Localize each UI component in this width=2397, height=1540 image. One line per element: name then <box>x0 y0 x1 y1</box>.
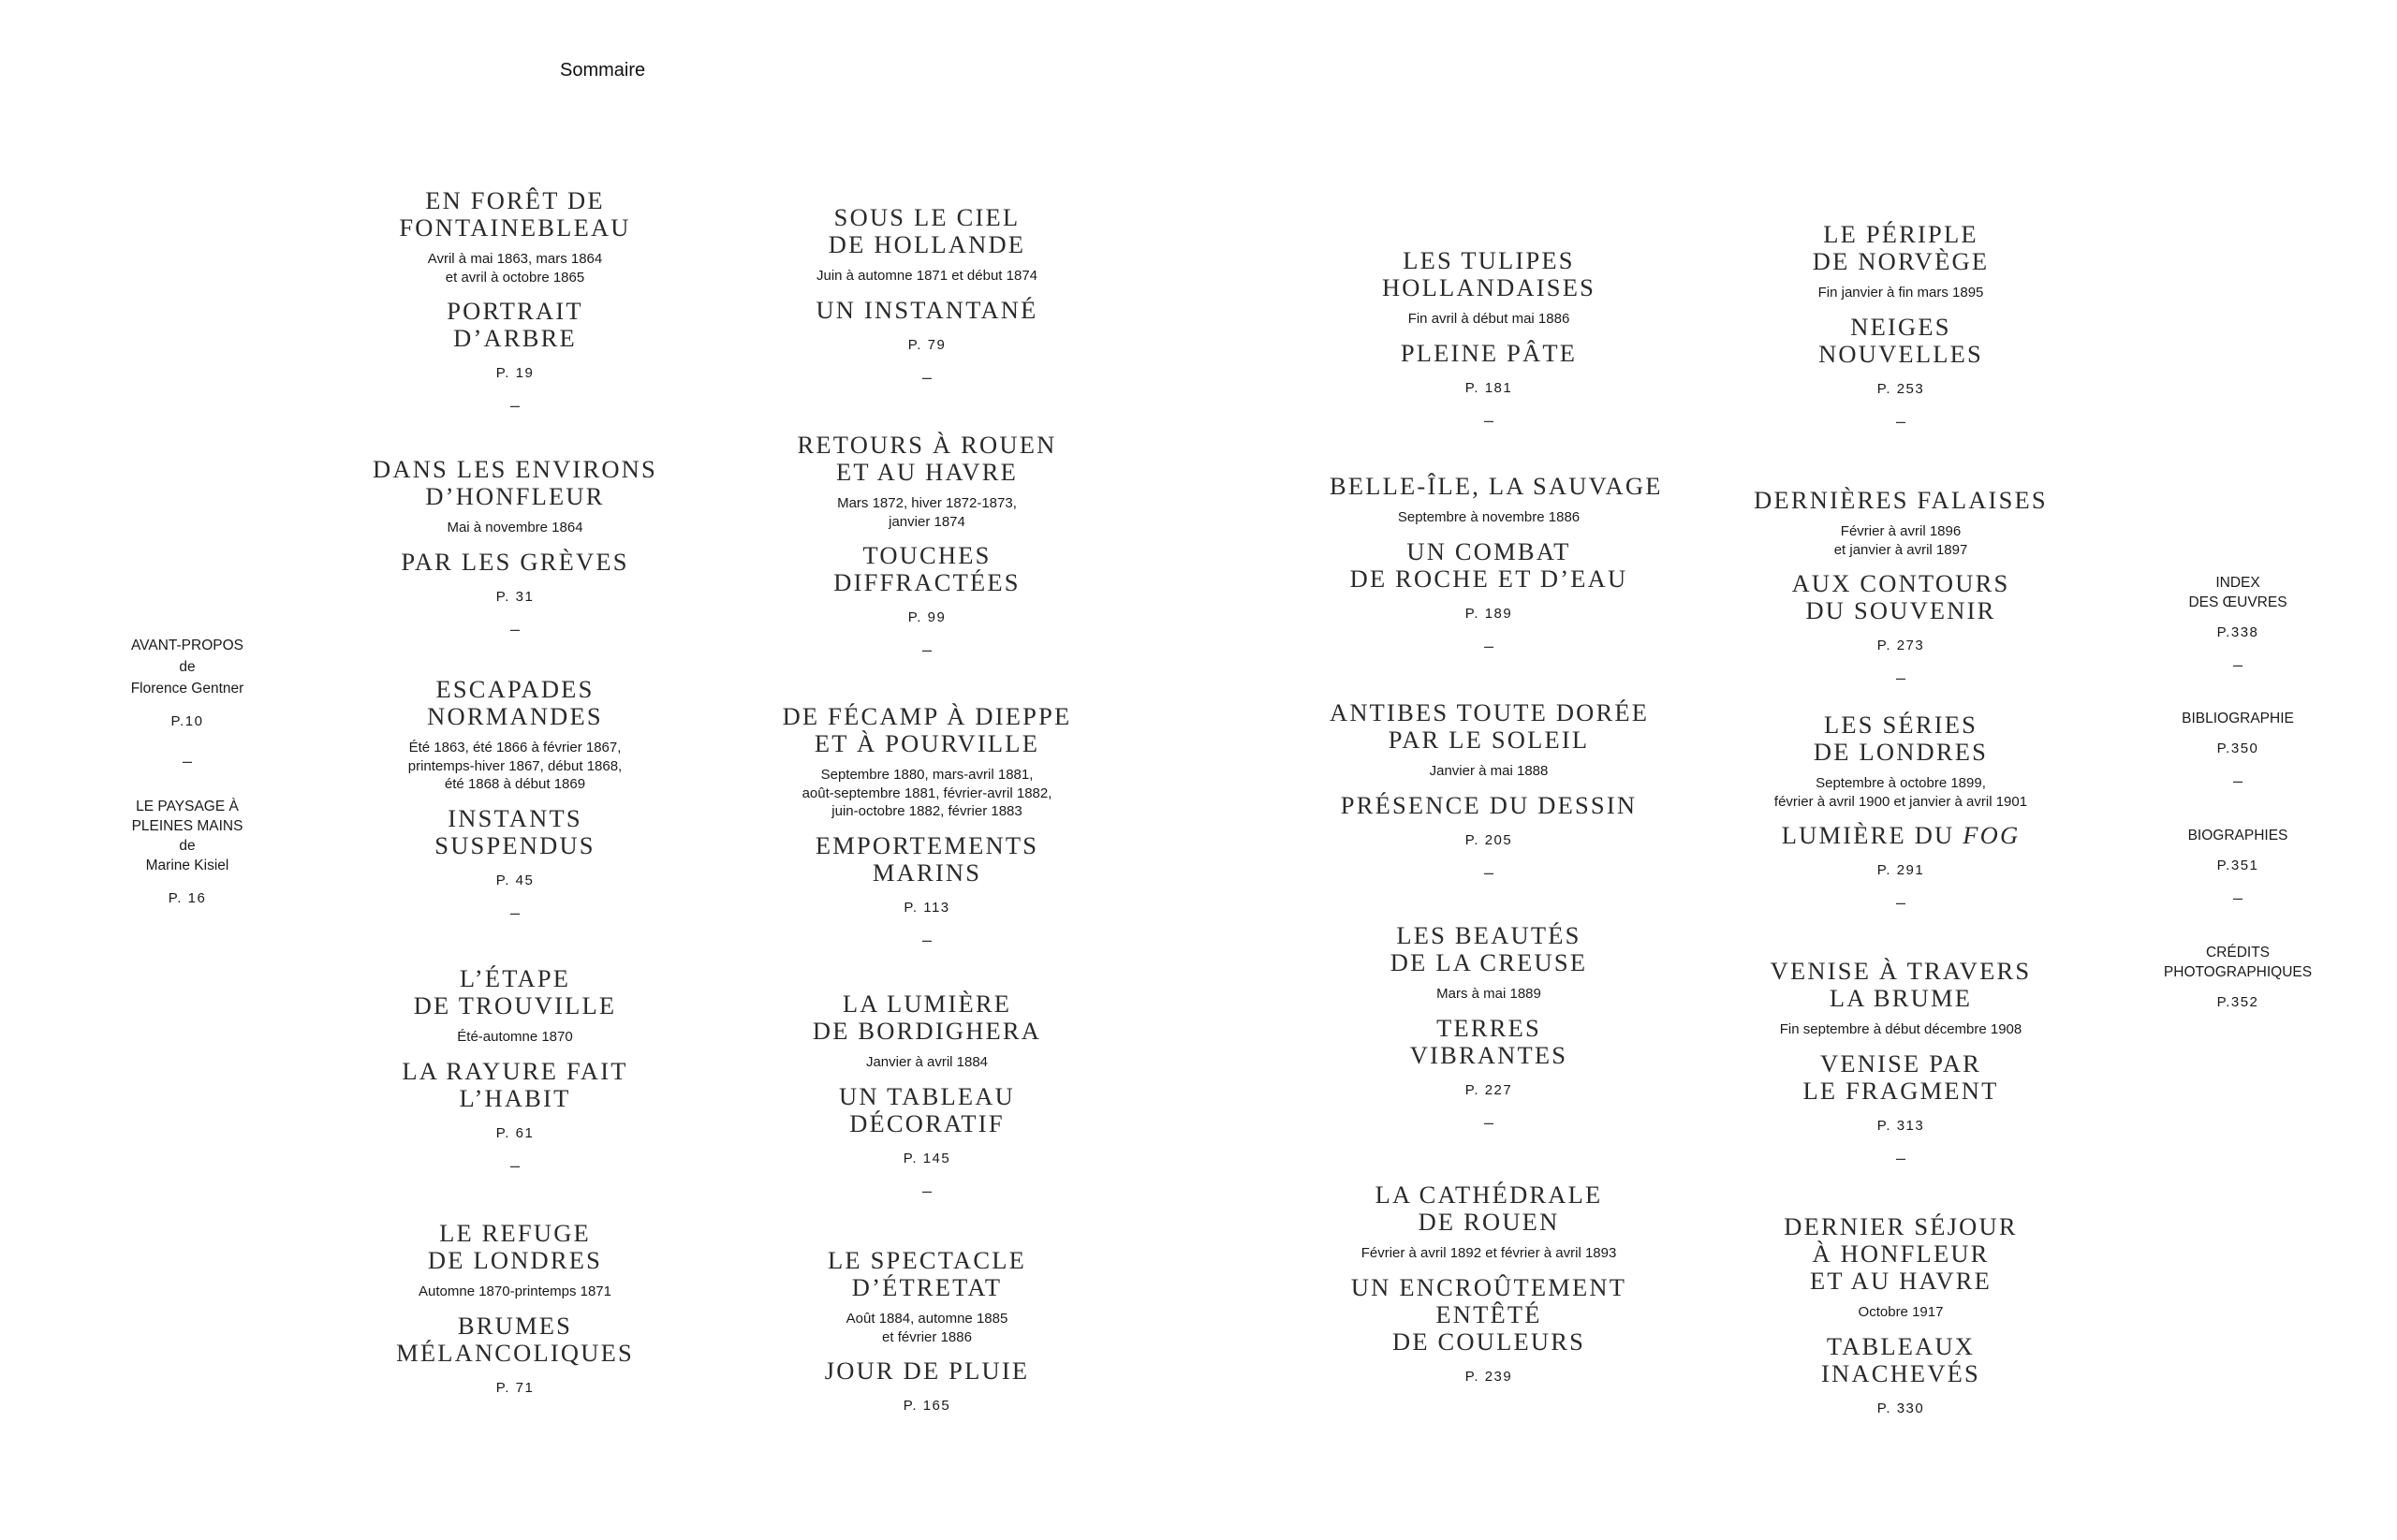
divider: – <box>1895 893 1905 912</box>
chapter-dates-line: Automne 1870-printemps 1871 <box>419 1283 611 1299</box>
chapter-dates <box>356 1283 674 1301</box>
chapter-title <box>777 204 1077 258</box>
chapter-dates <box>777 494 1077 531</box>
chapter-title-line: FONTAINEBLEAU <box>399 213 631 242</box>
chapter-page-number: P. 239 <box>1464 1368 1513 1385</box>
avant-propos-page: P.10 <box>170 713 204 729</box>
chapter-title-line: LES BEAUTÉS <box>1396 921 1581 949</box>
chapter-dates-line: Mai à novembre 1864 <box>447 520 583 535</box>
chapter-dates <box>356 519 674 537</box>
chapter-dates-line: Janvier à mai 1888 <box>1429 763 1549 779</box>
chapter-section-line: DE COULEURS <box>1391 1327 1586 1356</box>
chapter-dates-line: Février à avril 1892 et février à avril 1893 <box>1360 1245 1617 1261</box>
chapter-dates-line: Septembre à octobre 1899, <box>1816 775 1986 791</box>
chapter-entry[interactable] <box>777 204 1077 388</box>
chapter-section-line: MARINS <box>872 858 982 887</box>
paysage-title-line: LE PAYSAGE À <box>136 799 239 814</box>
chapter-title-line: D’HONFLEUR <box>425 482 605 510</box>
chapter-dates-line: Mars à mai 1889 <box>1436 986 1541 1002</box>
chapter-title <box>1742 1213 2060 1295</box>
chapter-page-number: P. 19 <box>495 365 535 381</box>
chapter-dates <box>356 1028 674 1047</box>
chapter-title <box>356 1220 674 1274</box>
chapter-entry[interactable] <box>777 1247 1077 1414</box>
chapter-dates <box>777 766 1077 821</box>
chapter-title-line: DE LONDRES <box>427 1246 603 1274</box>
chapter-dates-line: août-septembre 1881, février-avril 1882, <box>801 785 1052 801</box>
chapter-title-line: LE PÉRIPLE <box>1823 220 1978 248</box>
chapter-title <box>356 676 674 730</box>
chapter-dates-line: Juin à automne 1871 et début 1874 <box>816 268 1038 284</box>
chapter-title-line: ESCAPADES <box>435 675 595 703</box>
chapter-section-line: VIBRANTES <box>1409 1040 1568 1069</box>
divider: – <box>2232 771 2243 790</box>
divider: – <box>921 1181 932 1200</box>
chapter-section <box>1742 570 2060 624</box>
chapter-title-line: DE ROUEN <box>1418 1208 1560 1236</box>
chapter-section <box>356 1313 674 1367</box>
chapter-dates <box>1330 985 1648 1004</box>
chapter-entry[interactable] <box>1742 487 2060 688</box>
chapter-section <box>1330 792 1648 819</box>
chapter-page-number: P. 205 <box>1464 831 1513 848</box>
chapter-title <box>1330 472 1663 500</box>
appendix-label <box>2154 943 2322 982</box>
chapter-dates <box>777 1310 1077 1346</box>
chapter-section-line: PAR LES GRÈVES <box>401 547 629 576</box>
chapter-title-line: DE LONDRES <box>1813 738 1989 766</box>
appendix-label-line: DES ŒUVRES <box>2188 594 2287 610</box>
paysage-de: de <box>179 838 196 854</box>
chapter-dates-line: Septembre 1880, mars-avril 1881, <box>820 767 1034 783</box>
chapter-dates <box>777 267 1077 286</box>
chapter-title-line: DE HOLLANDE <box>828 230 1026 258</box>
chapter-dates-line: été 1868 à début 1869 <box>444 776 586 792</box>
divider: – <box>182 752 192 770</box>
appendix-entry[interactable] <box>2154 709 2322 791</box>
chapter-dates-line: Été-automne 1870 <box>457 1029 573 1045</box>
chapter-title <box>777 1247 1077 1301</box>
chapter-section-line: UN INSTANTANÉ <box>816 295 1038 324</box>
chapter-entry[interactable] <box>1742 711 2060 913</box>
chapter-section-line: NOUVELLES <box>1818 339 1983 368</box>
appendix-label <box>2154 709 2322 728</box>
chapter-dates <box>1330 310 1648 329</box>
divider: – <box>1483 636 1493 655</box>
chapter-dates-line: juin-octobre 1882, février 1883 <box>831 803 1022 819</box>
chapter-title <box>777 432 1077 486</box>
chapter-title-line: DE NORVÈGE <box>1812 247 1990 275</box>
chapter-section <box>1742 1050 2060 1105</box>
page-title: Sommaire <box>560 60 646 81</box>
chapter-dates-line: Fin janvier à fin mars 1895 <box>1817 285 1984 301</box>
chapter-title-line: NORMANDES <box>427 702 603 730</box>
chapter-title-line: DE BORDIGHERA <box>812 1017 1042 1045</box>
chapter-title <box>777 703 1077 757</box>
chapter-section-line: TOUCHES <box>862 541 992 569</box>
chapter-title <box>777 990 1077 1045</box>
chapter-dates-line: Mars 1872, hiver 1872-1873, <box>837 495 1017 511</box>
chapter-section-line: INACHEVÉS <box>1821 1358 1980 1387</box>
divider: – <box>921 640 932 659</box>
appendix-page-number: P.351 <box>2216 858 2259 873</box>
chapter-section-line: NEIGES <box>1850 312 1951 341</box>
divider: – <box>921 930 932 949</box>
chapter-section-line: L’HABIT <box>459 1083 571 1112</box>
chapter-dates-line: Octobre 1917 <box>1858 1304 1944 1320</box>
chapter-title <box>356 187 674 242</box>
chapter-section-line: UN COMBAT <box>1406 536 1571 565</box>
chapter-dates-line: février à avril 1900 et janvier à avril 1901 <box>1773 793 2028 810</box>
chapter-dates-line: Août 1884, automne 1885 <box>846 1311 1008 1327</box>
chapter-entry[interactable] <box>777 990 1077 1201</box>
chapter-section <box>1330 1015 1648 1069</box>
chapter-page-number: P. 273 <box>1876 638 1925 653</box>
chapter-dates-line: Février à avril 1896 <box>1840 523 1962 539</box>
chapter-dates-line: Janvier à avril 1884 <box>865 1054 989 1070</box>
chapter-title-line: D’ÉTRETAT <box>851 1273 1003 1301</box>
appendix-entry[interactable] <box>2154 943 2322 1010</box>
chapter-title-line: BELLE-ÎLE, LA SAUVAGE <box>1330 472 1663 500</box>
chapter-dates <box>777 1053 1077 1072</box>
chapter-dates-line: Septembre à novembre 1886 <box>1397 509 1581 525</box>
chapter-title-line: L’ÉTAPE <box>459 964 571 992</box>
chapter-entry[interactable] <box>1330 922 1648 1133</box>
chapter-section <box>356 1058 674 1112</box>
chapter-dates <box>1742 284 2060 302</box>
paysage-title-line: PLEINES MAINS <box>131 818 243 834</box>
chapter-page-number: P. 165 <box>903 1398 951 1414</box>
chapter-section-line: EMPORTEMENTS <box>815 830 1039 859</box>
chapter-section <box>777 1083 1077 1137</box>
chapter-title <box>1742 711 2060 766</box>
chapter-section <box>1742 822 2060 849</box>
chapter-title-line: DE FÉCAMP À DIEPPE <box>782 702 1072 730</box>
chapter-title-line: DANS LES ENVIRONS <box>373 455 657 483</box>
chapter-title-line: ET AU HAVRE <box>835 458 1019 486</box>
chapter-section-line: ENTÊTÉ <box>1435 1299 1542 1328</box>
chapter-page-number: P. 313 <box>1876 1117 1925 1134</box>
chapter-title-line: ET AU HAVRE <box>1809 1267 1993 1295</box>
chapter-page-number: P. 189 <box>1464 605 1513 622</box>
chapter-dates-line: et janvier à avril 1897 <box>1833 541 1968 558</box>
chapter-page-number: P. 31 <box>495 588 535 605</box>
chapter-page-number: P. 330 <box>1876 1400 1925 1416</box>
chapter-section <box>356 298 674 352</box>
chapter-page-number: P. 61 <box>495 1124 535 1141</box>
chapter-title-line: LES TULIPES <box>1403 246 1575 274</box>
chapter-page-number: P. 145 <box>903 1150 951 1166</box>
divider: – <box>921 367 932 387</box>
chapter-title-line: EN FORÊT DE <box>425 186 605 214</box>
appendix-label-line: BIOGRAPHIES <box>2187 828 2288 843</box>
chapter-section <box>777 542 1077 596</box>
chapter-title <box>356 456 674 510</box>
chapter-title-line: ET À POURVILLE <box>814 729 1040 757</box>
divider: – <box>509 396 520 415</box>
divider: – <box>509 619 520 638</box>
divider: – <box>509 1155 520 1175</box>
chapter-title-line: DERNIÈRES FALAISES <box>1754 486 2048 514</box>
chapter-dates-line: et février 1886 <box>882 1328 972 1345</box>
chapter-section <box>1330 1274 1648 1356</box>
avant-propos-label: AVANT-PROPOS <box>130 638 243 653</box>
chapter-section-line: DE ROCHE ET D’EAU <box>1349 564 1628 593</box>
divider: – <box>2232 888 2243 907</box>
chapter-page-number: P. 71 <box>495 1379 535 1396</box>
chapter-page-number: P. 181 <box>1464 379 1513 396</box>
chapter-section-line: UN TABLEAU <box>839 1081 1015 1110</box>
chapter-title <box>1330 247 1648 301</box>
chapter-title-line: VENISE À TRAVERS <box>1770 957 2032 985</box>
divider: – <box>1483 862 1493 882</box>
chapter-title <box>1742 487 2060 514</box>
chapter-title-line: LA CATHÉDRALE <box>1375 1181 1603 1209</box>
chapter-entry[interactable] <box>356 456 674 639</box>
chapter-section-line: DIFFRACTÉES <box>833 568 1021 596</box>
chapter-title <box>1330 922 1648 976</box>
chapter-title-line: PAR LE SOLEIL <box>1388 726 1590 754</box>
chapter-title <box>1330 1181 1648 1236</box>
avant-propos-author: Florence Gentner <box>130 681 244 697</box>
chapter-title-line: DE TROUVILLE <box>413 991 617 1019</box>
chapter-entry[interactable] <box>1330 247 1648 431</box>
chapter-section-line: D’ARBRE <box>453 324 577 352</box>
chapter-title-line: LE SPECTACLE <box>828 1246 1026 1274</box>
chapter-section-line: SUSPENDUS <box>434 830 596 859</box>
divider: – <box>1483 1112 1493 1132</box>
divider: – <box>509 902 520 922</box>
chapter-title-line: LA BRUME <box>1829 984 1973 1012</box>
chapter-dates-line: Fin septembre à début décembre 1908 <box>1779 1021 2022 1037</box>
chapter-title-line: ANTIBES TOUTE DORÉE <box>1330 698 1650 726</box>
chapter-entry[interactable] <box>1330 472 1663 656</box>
chapter-section <box>1330 538 1648 593</box>
chapter-page-number: P. 227 <box>1464 1081 1513 1098</box>
chapter-entry[interactable] <box>777 432 1077 660</box>
chapter-section-line: DÉCORATIF <box>849 1108 1005 1137</box>
chapter-dates <box>1742 522 2060 559</box>
chapter-dates <box>1742 1303 2060 1322</box>
chapter-entry[interactable] <box>1742 1213 2060 1416</box>
chapter-section-line: AUX CONTOURS <box>1791 569 2010 597</box>
chapter-title-line: À HONFLEUR <box>1812 1239 1990 1268</box>
chapter-entry[interactable] <box>356 187 674 416</box>
chapter-page-number: P. 79 <box>907 336 947 353</box>
chapter-section-line: JOUR DE PLUIE <box>824 1357 1030 1385</box>
appendix-label-line: PHOTOGRAPHIQUES <box>2163 964 2313 980</box>
chapter-section-line: LE FRAGMENT <box>1802 1076 1999 1105</box>
chapter-section-line: PRÉSENCE DU DESSIN <box>1340 790 1638 819</box>
chapter-section <box>777 832 1077 887</box>
chapter-dates <box>356 250 674 286</box>
chapter-page-number: P. 113 <box>904 899 950 916</box>
chapter-section-line: TABLEAUX <box>1826 1331 1976 1360</box>
divider: – <box>1895 668 1905 687</box>
chapter-dates-line: Été 1863, été 1866 à février 1867, <box>408 740 622 755</box>
paysage-entry[interactable] <box>112 797 262 875</box>
chapter-entry[interactable] <box>1330 699 1648 883</box>
chapter-page-number: P. 99 <box>907 609 947 625</box>
chapter-dates <box>1742 1020 2060 1039</box>
chapter-entry[interactable] <box>356 1220 674 1396</box>
appendix-page-number: P.338 <box>2216 624 2259 640</box>
chapter-title <box>1742 221 2060 275</box>
chapter-title-line: DERNIER SÉJOUR <box>1784 1212 2018 1240</box>
paysage-author: Marine Kisiel <box>145 858 229 873</box>
appendix-label <box>2154 573 2322 612</box>
chapter-dates-line: Avril à mai 1863, mars 1864 <box>427 251 603 267</box>
chapter-page-number: P. 45 <box>495 872 535 888</box>
chapter-section <box>356 549 674 576</box>
chapter-section <box>356 805 674 859</box>
chapter-title <box>1330 699 1648 754</box>
chapter-title-line: RETOURS À ROUEN <box>797 431 1057 459</box>
avant-propos-de: de <box>179 659 196 675</box>
appendix-label-line: INDEX <box>2215 575 2260 591</box>
appendix-label-line: BIBLIOGRAPHIE <box>2182 711 2294 726</box>
chapter-section-line: PORTRAIT <box>447 297 583 325</box>
chapter-section <box>777 1357 1077 1385</box>
chapter-section-line: VENISE PAR <box>1820 1049 1981 1078</box>
chapter-entry[interactable] <box>356 965 674 1176</box>
chapter-dates <box>356 739 674 794</box>
divider: – <box>1895 411 1905 431</box>
appendix-entry[interactable] <box>2154 573 2322 675</box>
chapter-section <box>777 297 1077 324</box>
chapter-title-line: LE REFUGE <box>439 1219 591 1247</box>
chapter-title <box>1742 958 2060 1012</box>
chapter-title-line: LES SÉRIES <box>1823 711 1978 739</box>
chapter-title-line: HOLLANDAISES <box>1381 273 1596 301</box>
appendix-label-line: CRÉDITS <box>2205 945 2271 961</box>
chapter-dates <box>1330 1244 1648 1263</box>
divider: – <box>1895 1148 1905 1167</box>
chapter-entry[interactable] <box>1330 1181 1648 1385</box>
chapter-title-line: LA LUMIÈRE <box>842 990 1012 1018</box>
chapter-dates-line: Fin avril à début mai 1886 <box>1407 311 1570 327</box>
chapter-section-line: LA RAYURE FAIT <box>402 1056 628 1085</box>
appendix-entry[interactable] <box>2154 826 2322 908</box>
appendix-label <box>2154 826 2322 845</box>
chapter-section <box>1742 314 2060 368</box>
chapter-title-line: DE LA CREUSE <box>1390 948 1588 976</box>
avant-propos-entry[interactable] <box>112 635 262 699</box>
chapter-dates-line: printemps-hiver 1867, début 1868, <box>407 757 623 774</box>
italic-word: FOG <box>1963 821 2021 849</box>
chapter-entry[interactable] <box>1742 221 2060 432</box>
chapter-section-line: LUMIÈRE DU FOG <box>1781 821 2021 849</box>
chapter-section <box>1330 340 1648 367</box>
chapter-entry[interactable] <box>777 703 1077 950</box>
chapter-section-line: TERRES <box>1436 1013 1541 1042</box>
chapter-section-line: INSTANTS <box>448 803 582 832</box>
chapter-dates-line: janvier 1874 <box>889 513 965 530</box>
chapter-dates <box>1742 774 2060 811</box>
paysage-page: P. 16 <box>168 890 207 906</box>
divider: – <box>2232 655 2243 674</box>
chapter-page-number: P. 291 <box>1876 862 1925 878</box>
chapter-entry[interactable] <box>356 676 674 923</box>
chapter-dates-line: et avril à octobre 1865 <box>445 269 585 286</box>
chapter-section-line: DU SOUVENIR <box>1805 596 1996 624</box>
appendix-page-number: P.350 <box>2216 741 2259 756</box>
chapter-entry[interactable] <box>1742 958 2060 1168</box>
chapter-title-line: SOUS LE CIEL <box>833 203 1021 231</box>
chapter-page-number: P. 253 <box>1876 380 1925 397</box>
chapter-section-line: PLEINE PÂTE <box>1400 338 1578 367</box>
chapter-section <box>1742 1333 2060 1387</box>
chapter-section-line: BRUMES <box>457 1311 573 1340</box>
chapter-section-line: UN ENCROÛTEMENT <box>1350 1272 1627 1301</box>
chapter-dates <box>1330 762 1648 781</box>
appendix-page-number: P.352 <box>2216 994 2259 1010</box>
chapter-title <box>356 965 674 1019</box>
chapter-section-line: MÉLANCOLIQUES <box>396 1338 634 1367</box>
chapter-dates <box>1330 508 1648 527</box>
divider: – <box>1483 410 1493 430</box>
